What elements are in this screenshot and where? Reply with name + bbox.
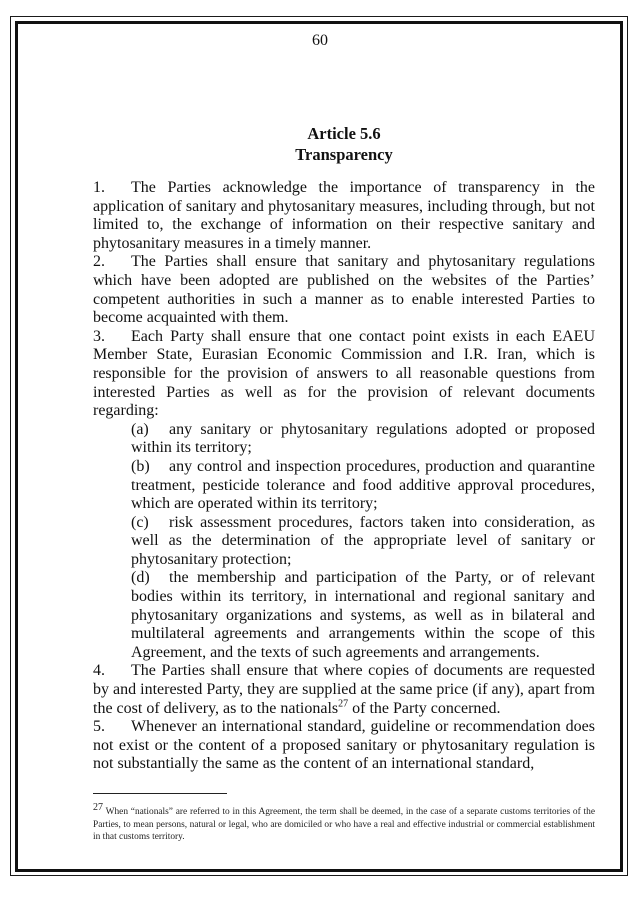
paragraph-5 xyxy=(93,718,595,774)
footnote-reference[interactable]: 27 xyxy=(338,698,349,710)
paragraph-text: The Parties shall ensure that where copies of documents are requested by and interested Party, they are supplied at the same price (if any), apart from the cost of delivery, as to the nationals xyxy=(93,662,595,717)
article-body xyxy=(93,179,595,774)
subitem-text: any sanitary or phytosanitary regulations adopted or proposed within its territory; xyxy=(131,420,595,457)
subitem-text: risk assessment procedures, factors taken into consideration, as well as the determination of the appropriate level of sanitary or phytosanitary protection; xyxy=(131,513,595,568)
footnote-number: 27 xyxy=(93,801,103,813)
paragraph-number: 4. xyxy=(93,662,105,680)
footnote-text: When “nationals” are referred to in this Agreement, the term shall be deemed, in the case of a separate customs territories of the Parties, to mean persons, natural or legal, who are domiciled or who have a real and effective industrial or commercial establishment in that customs territory. xyxy=(93,807,595,842)
paragraph-3 xyxy=(93,328,595,421)
subitem-d xyxy=(93,569,595,662)
subitem-label: (d) xyxy=(131,569,150,587)
paragraph-number: 1. xyxy=(93,179,105,196)
paragraph-2 xyxy=(93,253,595,327)
paragraph-text: Each Party shall ensure that one contact point exists in each EAEU Member State, Eurasian Economic Commission and I.R. Iran, which is responsible for the provision of answers to all reasonable questions from interested Parties as well as for the provision of relevant documents regarding: xyxy=(93,327,595,420)
subitem-label: (b) xyxy=(131,457,150,475)
article-subtitle: Transparency xyxy=(295,145,393,164)
paragraph-text: The Parties shall ensure that sanitary and phytosanitary regulations which have been adopted are published on the websites of the Parties’ competent authorities in such a manner as to enable interested Parties to become acquainted with them. xyxy=(93,253,595,327)
subitem-a xyxy=(93,421,595,458)
footnote-divider xyxy=(93,793,227,794)
subitem-c xyxy=(93,514,595,570)
subitem-text: any control and inspection procedures, production and quarantine treatment, pesticide tolerance and food additive approval procedures, which are operated within its territory; xyxy=(131,457,595,513)
paragraph-text-continued: of the Party concerned. xyxy=(348,699,501,717)
subitem-label: (a) xyxy=(131,420,149,438)
paragraph-text: Whenever an international standard, guideline or recommendation does not exist or the content of a proposed sanitary or phytosanitary regulation is not substantially the same as the content of an international standard, xyxy=(93,718,595,773)
subitem-label: (c) xyxy=(131,513,149,531)
paragraph-1 xyxy=(93,179,595,253)
footnote xyxy=(93,801,595,844)
page-number: 60 xyxy=(312,32,328,49)
paragraph-number: 5. xyxy=(93,718,105,736)
paragraph-text: The Parties acknowledge the importance of transparency in the application of sanitary and phytosanitary measures, including through, but not limited to, the exchange of information on their respective sanitary and phytosanitary measures in a timely manner. xyxy=(93,179,595,252)
article-title: Article 5.6 xyxy=(307,124,381,143)
paragraph-4 xyxy=(93,662,595,718)
paragraph-number: 2. xyxy=(93,253,105,271)
paragraph-number: 3. xyxy=(93,327,105,345)
subitem-text: the membership and participation of the Party, or of relevant bodies within its territory, in international and regional sanitary and phytosanitary organizations and systems, as well as in bilateral and multilateral agreements and arrangements within the scope of this Agreement, and the texts of such agreements and arrangements. xyxy=(131,569,595,661)
subitem-b xyxy=(93,458,595,514)
